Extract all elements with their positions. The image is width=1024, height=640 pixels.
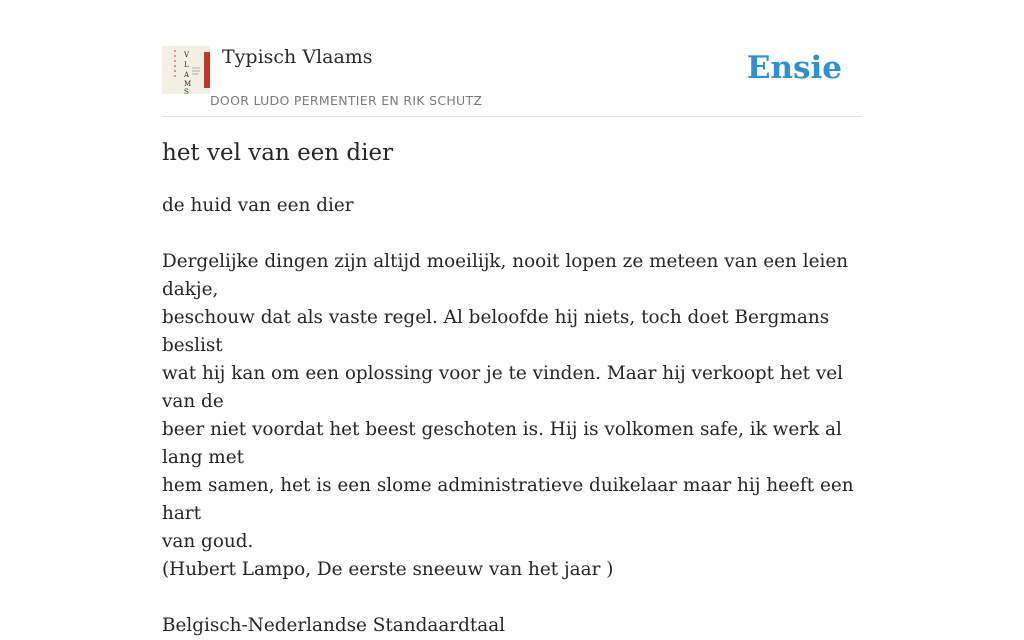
logo-letter: L — [184, 61, 189, 69]
source-authors: DOOR LUDO PERMENTIER EN RIK SCHUTZ — [210, 93, 483, 108]
source-title[interactable]: Typisch Vlaams — [222, 46, 373, 68]
example-line: hem samen, het is een slome administratieve duikelaar maar hij heeft een hart — [162, 475, 854, 524]
logo-letter: M — [184, 80, 192, 88]
entry-term: het vel van een dier — [162, 140, 394, 166]
entry-example — [162, 248, 866, 556]
entry-definition: de huid van een dier — [162, 195, 354, 216]
example-line: beer niet voordat het beest geschoten is. Hij is volkomen safe, ik werk al lang met — [162, 419, 842, 468]
entry-body — [162, 192, 866, 640]
example-line: Dergelijke dingen zijn altijd moeilijk, nooit lopen ze meteen van een leien dakje, — [162, 251, 849, 300]
book-cover-icon[interactable] — [162, 46, 210, 94]
example-line: van goud. — [162, 531, 254, 552]
brand-logo[interactable]: Ensie — [746, 50, 842, 86]
logo-letter: A — [184, 71, 190, 79]
logo-letter: S — [184, 88, 189, 96]
example-line: wat hij kan om een oplossing voor je te vinden. Maar hij verkoopt het vel van de — [162, 363, 844, 412]
entry-register: Belgisch-Nederlandse Standaardtaal — [162, 615, 506, 636]
logo-letter: V — [184, 51, 190, 59]
entry-citation: (Hubert Lampo, De eerste sneeuw van het jaar ) — [162, 559, 614, 580]
example-line: beschouw dat als vaste regel. Al beloofde hij niets, toch doet Bergmans beslist — [162, 307, 830, 356]
source-header — [162, 44, 862, 117]
